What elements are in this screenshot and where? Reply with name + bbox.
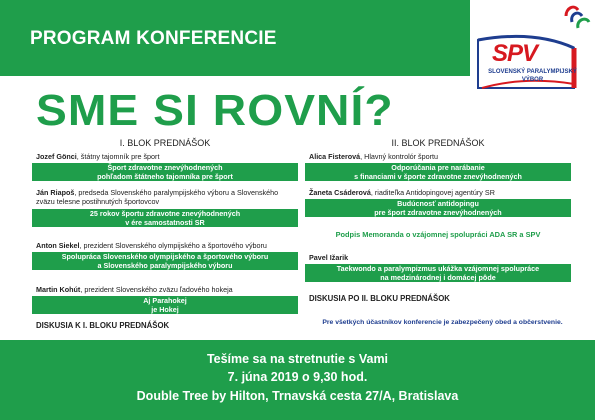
talk-topic: Aj Parahokej je Hokej: [32, 296, 298, 314]
memorandum-note: Podpis Memoranda o vzájomnej spolupráci ADA SR a SPV: [335, 230, 541, 239]
left-block-title: I. BLOK PREDNÁŠOK: [119, 138, 211, 148]
speaker-line: Anton Siekel, prezident Slovenského olympijského a športového výboru: [36, 241, 267, 250]
talk-topic: Spolupráca Slovenského olympijského a športového výboru a Slovenského paralympijského výboru: [32, 252, 298, 270]
left-discussion: DISKUSIA K I. BLOKU PREDNÁŠOK: [36, 321, 170, 330]
speaker-line: Žaneta Csáderová, riaditeľka Antidopingovej agentúry SR: [309, 188, 495, 197]
right-block-title: II. BLOK PREDNÁŠOK: [391, 138, 485, 148]
talk-topic: Taekwondo a paralympizmus ukážka vzájomnej spolupráce na medzinárodnej i domácej pôde: [305, 264, 571, 282]
talk-topic: Budúcnosť antidopingu pre šport zdravotne znevýhodnených: [305, 199, 571, 217]
main-title: SME SI ROVNÍ?: [36, 86, 394, 135]
spv-logo: [470, 0, 595, 108]
speaker-line: Martin Kohút, prezident Slovenského zväzu ľadového hokeja: [36, 285, 233, 294]
speaker-line: Ján Riapoš, predseda Slovenského paralympijského výboru a Slovenského zväzu telesne postihnutých športovcov: [36, 188, 279, 206]
program-title: PROGRAM KONFERENCIE: [30, 28, 277, 49]
talk-topic: Šport zdravotne znevýhodnených pohľadom štátneho tajomníka pre šport: [32, 163, 298, 181]
footer-date: 7. júna 2019 o 9,30 hod.: [227, 370, 368, 384]
lunch-note: Pre všetkých účastníkov konferencie je zabezpečený obed a občerstvenie.: [322, 319, 563, 326]
speaker-line: Alica Fisterová, Hlavný kontrolór športu: [309, 152, 439, 161]
speaker-line: Jozef Gönci, štátny tajomník pre šport: [36, 152, 160, 161]
footer-venue: Double Tree by Hilton, Trnavská cesta 27/A, Bratislava: [136, 389, 459, 403]
footer-greeting: Tešíme sa na stretnutie s Vami: [206, 352, 389, 366]
talk-topic: 25 rokov športu zdravotne znevýhodnených v ére samostatnosti SR: [32, 209, 298, 227]
talk-topic: Odporúčania pre narábanie s financiami v športe zdravotne znevýhodnených: [305, 163, 571, 181]
logo-subtitle-line1: SLOVENSKÝ PARALYMPIJSKÝ: [488, 69, 577, 75]
speaker-line: Pavel Ižarik: [309, 253, 349, 262]
logo-spv-text: SPV: [492, 40, 538, 67]
right-discussion: DISKUSIA PO II. BLOKU PREDNÁŠOK: [309, 294, 450, 303]
logo-subtitle-line2: VÝBOR: [521, 77, 544, 83]
